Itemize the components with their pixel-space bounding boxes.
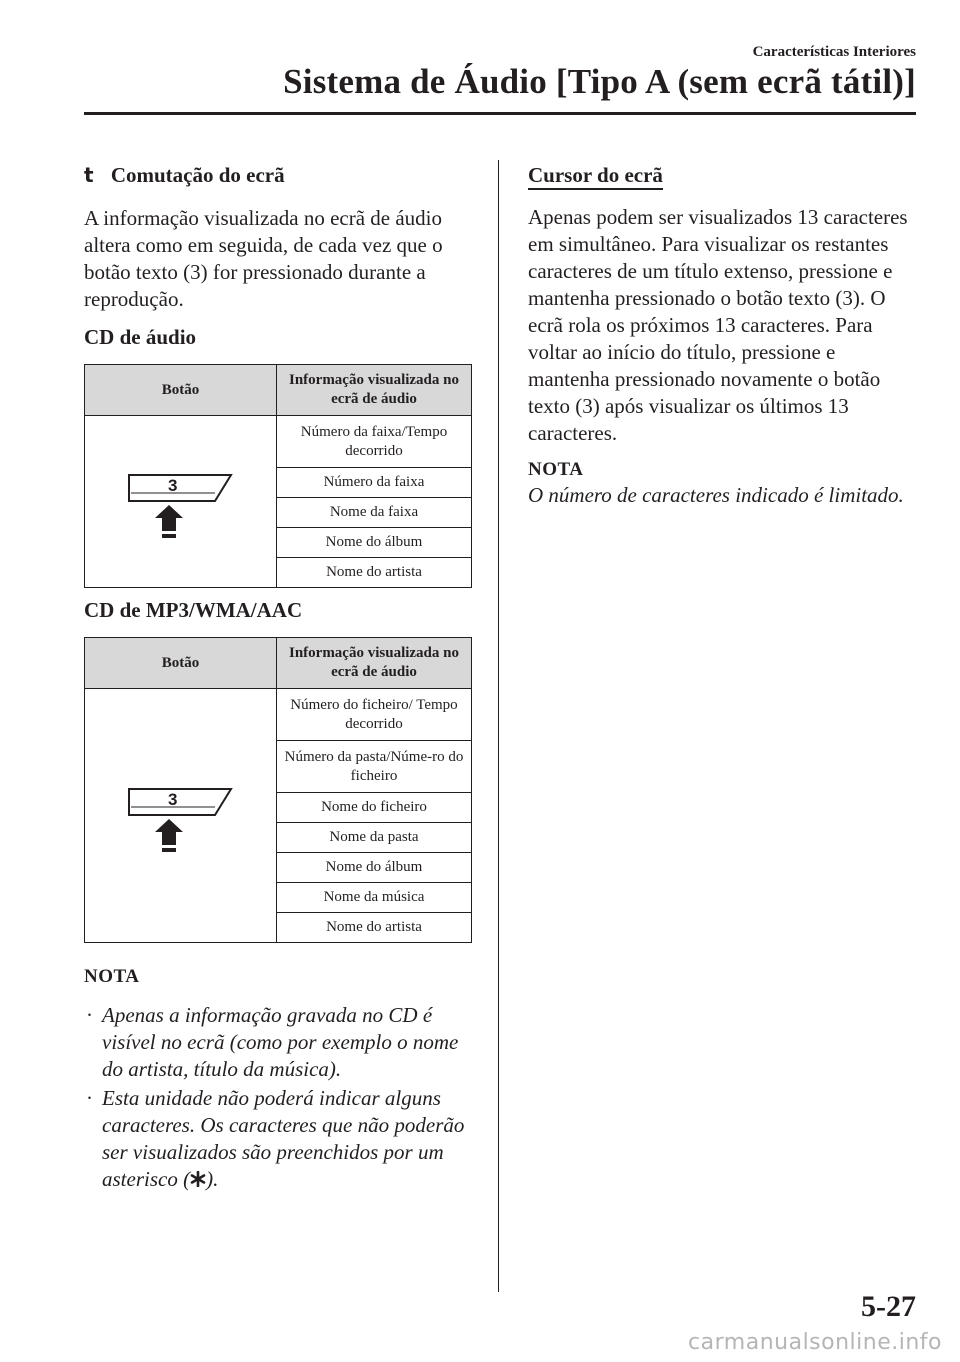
nota-item-text: Apenas a informação gravada no CD é visível no ecrã (como por exemplo o nome do artista, título da música). (102, 1003, 459, 1081)
button-number-label: 3 (167, 789, 177, 809)
page-title: Sistema de Áudio [Tipo A (sem ecrã tátil)] (283, 62, 916, 101)
cd-row: Número da faixa (277, 468, 472, 498)
mp3-col-button: Botão (85, 638, 277, 689)
cd-row: Nome da faixa (277, 498, 472, 528)
section-label: Características Interiores (752, 44, 916, 60)
text-button-press-icon (121, 459, 241, 539)
cd-col-button: Botão (85, 365, 277, 416)
button-number-label: 3 (167, 475, 177, 495)
nota-item (84, 1002, 479, 1083)
section-heading (84, 163, 285, 188)
cursor-nota-heading: NOTA (528, 459, 584, 480)
nota-list (84, 1002, 479, 1193)
cursor-heading-wrap (528, 163, 663, 188)
header-rule (84, 112, 916, 115)
nota-item (84, 1085, 479, 1193)
cursor-nota-text: O número de caracteres indicado é limitado. (528, 483, 904, 507)
cursor-heading: Cursor do ecrã (528, 163, 663, 190)
cd-row: Nome do álbum (277, 528, 472, 558)
mp3-row: Nome do álbum (277, 853, 472, 883)
mp3-table-title: CD de MP3/WMA/AAC (84, 598, 303, 622)
mp3-table (84, 637, 472, 943)
mp3-col-info: Informação visualizada no ecrã de áudio (277, 638, 472, 689)
cd-col-info: Informação visualizada no ecrã de áudio (277, 365, 472, 416)
page-number: 5-27 (861, 1290, 916, 1323)
nota-bullet: · (86, 1086, 93, 1110)
column-divider (498, 160, 499, 1292)
mp3-button-cell (85, 689, 277, 943)
nota-item-text: Esta unidade não poderá indicar alguns caracteres. Os caracteres que não poderão ser visualizados são preenchidos por um asterisco ( (102, 1086, 465, 1191)
cd-button-cell (85, 416, 277, 588)
mp3-row: Nome da música (277, 883, 472, 913)
mp3-row: Número do ficheiro/ Tempo decorrido (277, 689, 472, 741)
asterisk-icon (190, 1171, 206, 1187)
mp3-row: Nome do ficheiro (277, 793, 472, 823)
cursor-paragraph: Apenas podem ser visualizados 13 caracteres em simultâneo. Para visualizar os restantes caracteres de um título extenso, pressione e mantenha pressionado o botão texto (3). O ecrã rola os próximos 13 caracteres. Para voltar ao início do título, pressione e mantenha pressionado novamente o botão texto (3) após visualizar os últimos 13 caracteres. (528, 205, 908, 445)
mp3-row: Nome do artista (277, 913, 472, 943)
intro-paragraph: A informação visualizada no ecrã de áudio altera como em seguida, de cada vez que o botão texto (3) for pressionado durante a reprodução. (84, 206, 443, 311)
section-heading-text: Comutação do ecrã (110, 163, 285, 187)
nota-heading: NOTA (84, 966, 140, 987)
cd-table-title: CD de áudio (84, 325, 197, 349)
section-bullet-icon: t (84, 163, 94, 187)
mp3-row: Nome da pasta (277, 823, 472, 853)
mp3-row: Número da pasta/Núme-ro do ficheiro (277, 741, 472, 793)
cd-audio-table (84, 364, 472, 588)
text-button-press-icon (121, 773, 241, 853)
watermark: carmanualsonline.info (688, 1330, 942, 1355)
cd-row: Número da faixa/Tempo decorrido (277, 416, 472, 468)
nota-item-end: ). (206, 1167, 219, 1191)
cd-row: Nome do artista (277, 558, 472, 588)
nota-bullet: · (86, 1003, 93, 1027)
